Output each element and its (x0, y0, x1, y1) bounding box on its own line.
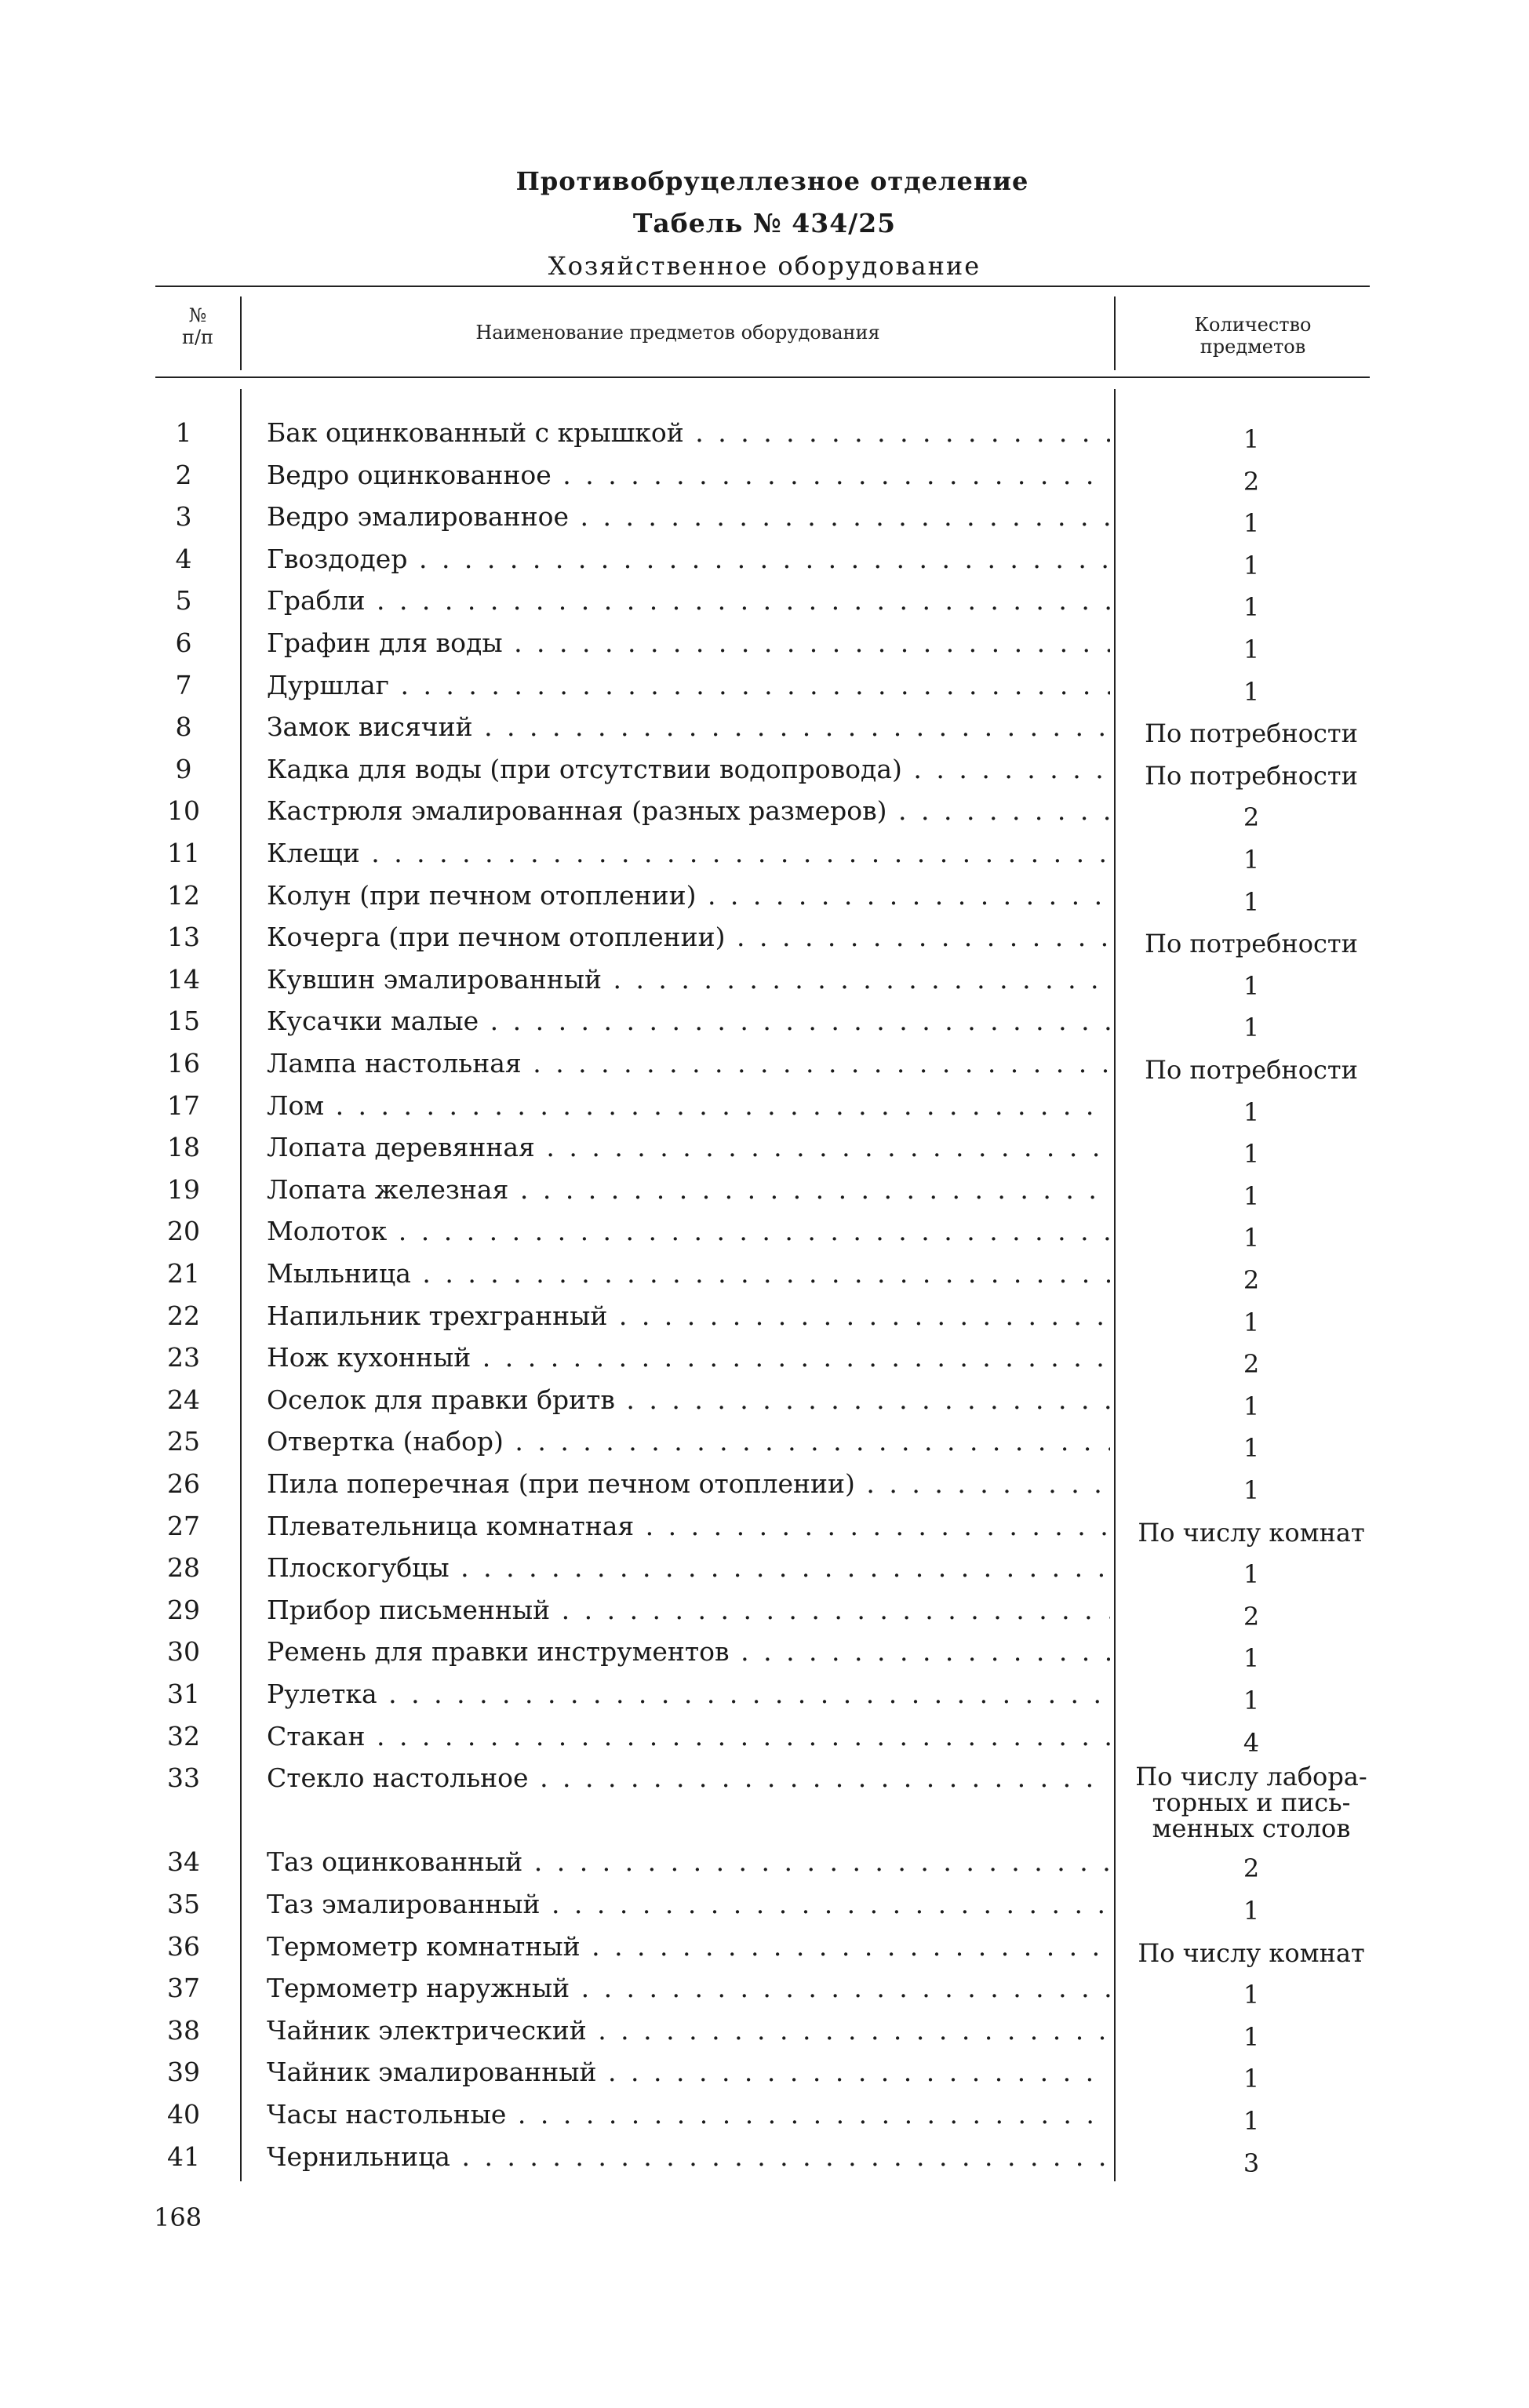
item-quantity: 1 (1243, 508, 1260, 539)
row-number: 13 (167, 922, 200, 953)
item-quantity: 1 (1243, 1013, 1260, 1043)
item-name: Рулетка . . . (267, 1679, 1110, 1710)
item-quantity: 1 (1243, 2064, 1260, 2094)
table-row (0, 544, 1529, 586)
item-quantity: 1 (1243, 550, 1260, 580)
table-row (0, 1721, 1529, 1763)
item-quantity: По потребности (1145, 760, 1358, 791)
item-quantity: 1 (1243, 1097, 1260, 1127)
item-name: Графин для воды . . . (267, 627, 1110, 659)
item-name: Термометр наружный . . . (267, 1973, 1110, 2004)
item-name: Ремень для правки инструментов . . . (267, 1636, 1110, 1668)
row-number: 11 (167, 838, 200, 868)
item-quantity: 1 (1243, 2021, 1260, 2052)
row-number: 15 (167, 1006, 200, 1037)
item-name: Лопата деревянная . . . (267, 1132, 1110, 1163)
item-name: Кочерга (при печном отоплении) . . . (267, 922, 1110, 953)
item-quantity: 1 (1243, 1139, 1260, 1169)
table-row (0, 922, 1529, 964)
table-row (0, 711, 1529, 754)
row-number: 8 (175, 711, 192, 743)
item-quantity: 2 (1243, 466, 1260, 497)
item-quantity: По числу комнат (1138, 1517, 1365, 1548)
table-row (0, 2141, 1529, 2184)
item-name: Плоскогубцы . . . (267, 1552, 1110, 1584)
item-quantity: 1 (1243, 1686, 1260, 1715)
row-number: 41 (167, 2141, 200, 2172)
row-number: 16 (167, 1048, 200, 1079)
table-row (0, 1595, 1529, 1637)
item-quantity: 1 (1243, 1475, 1260, 1505)
header-qty-line2: предметов (1200, 336, 1306, 358)
item-quantity: 1 (1243, 1223, 1260, 1253)
row-number: 35 (167, 1889, 200, 1919)
row-number: 6 (175, 627, 192, 658)
item-quantity: 1 (1243, 1643, 1260, 1674)
row-number: 37 (167, 1973, 200, 2004)
item-name: Чайник электрический . . . (267, 2015, 1110, 2046)
table-row (0, 1468, 1529, 1511)
item-name: Лопата железная . . . (267, 1174, 1110, 1206)
row-number: 38 (167, 2014, 200, 2046)
item-name: Прибор письменный . . . (267, 1595, 1110, 1626)
item-name: Дуршлаг . . . (267, 670, 1110, 701)
item-name: Клещи . . . (267, 838, 1110, 869)
table-row (0, 1216, 1529, 1258)
item-quantity: 1 (1243, 1391, 1260, 1421)
item-name: Кадка для воды (при отсутствии водопровода) . . . (267, 754, 1110, 785)
row-number: 22 (167, 1300, 200, 1331)
item-name: Колун (при печном отоплении) . . . (267, 880, 1110, 911)
row-number: 3 (175, 501, 192, 533)
row-number: 33 (167, 1762, 200, 1794)
item-name: Стекло настольное . . . (267, 1762, 1110, 1794)
item-quantity: По потребности (1145, 929, 1358, 959)
item-quantity: 1 (1243, 845, 1260, 875)
row-number: 24 (167, 1384, 200, 1415)
table-row (0, 754, 1529, 796)
row-number: 40 (167, 2099, 200, 2130)
item-quantity: 2 (1243, 1853, 1260, 1884)
row-number: 12 (167, 879, 200, 911)
row-number: 7 (175, 669, 192, 700)
item-quantity: 1 (1243, 1896, 1260, 1926)
row-number: 28 (167, 1552, 200, 1584)
item-quantity: 2 (1243, 1601, 1260, 1631)
table-row (0, 1889, 1529, 1931)
header-num-line1: № (188, 304, 207, 326)
row-number: 21 (167, 1258, 200, 1289)
item-name: Чернильница . . . (267, 2141, 1110, 2173)
section-title: Хозяйственное оборудование (548, 251, 981, 281)
item-name: Лом . . . (267, 1090, 1110, 1122)
item-quantity: По числу комнат (1138, 1937, 1365, 1968)
table-row (0, 1090, 1529, 1133)
item-name: Нож кухонный . . . (267, 1342, 1110, 1373)
item-quantity: По потребности (1145, 718, 1358, 749)
header-name: Наименование предметов оборудования (475, 322, 880, 344)
item-name: Кувшин эмалированный . . . (267, 964, 1110, 995)
item-name: Пила поперечная (при печном отоплении) . . . (267, 1468, 1110, 1500)
item-name: Ведро эмалированное . . . (267, 501, 1110, 533)
table-row (0, 417, 1529, 460)
item-quantity-line: По числу лабора- (1135, 1762, 1367, 1792)
header-qty (1116, 314, 1390, 358)
table-row (0, 1846, 1529, 1889)
row-number: 1 (175, 417, 192, 448)
row-number: 18 (167, 1132, 200, 1163)
table-row (0, 670, 1529, 712)
row-number: 23 (167, 1342, 200, 1373)
item-name: Молоток . . . (267, 1216, 1110, 1247)
row-number: 14 (167, 963, 200, 995)
item-name: Кастрюля эмалированная (разных размеров) . . . (267, 795, 1110, 827)
table-row (0, 1048, 1529, 1090)
item-quantity: По потребности (1145, 1055, 1358, 1085)
row-number: 30 (167, 1636, 200, 1668)
table-row (0, 964, 1529, 1006)
item-name: Плевательница комнатная . . . (267, 1511, 1110, 1542)
item-name: Кусачки малые . . . (267, 1006, 1110, 1037)
header-num (155, 304, 240, 348)
row-number: 17 (167, 1089, 200, 1121)
row-number: 32 (167, 1720, 200, 1751)
header-bottom-rule (155, 376, 1370, 378)
table-row (0, 1258, 1529, 1300)
row-number: 9 (175, 753, 192, 784)
item-name: Стакан . . . (267, 1721, 1110, 1752)
table-row (0, 1762, 1529, 1844)
item-quantity-line: менных столов (1152, 1813, 1351, 1844)
item-name: Лампа настольная . . . (267, 1048, 1110, 1079)
table-row (0, 1511, 1529, 1553)
table-row (0, 838, 1529, 880)
row-number: 20 (167, 1216, 200, 1247)
row-number: 27 (167, 1510, 200, 1541)
item-name: Таз эмалированный . . . (267, 1889, 1110, 1920)
item-quantity: 1 (1243, 1980, 1260, 2010)
page-number: 168 (154, 2202, 202, 2232)
table-row (0, 880, 1529, 922)
table-row (0, 1300, 1529, 1343)
table-row (0, 2099, 1529, 2141)
row-number: 31 (167, 1679, 200, 1709)
item-name: Мыльница . . . (267, 1258, 1110, 1289)
row-number: 2 (175, 459, 192, 490)
table-row (0, 1384, 1529, 1427)
table-row (0, 1552, 1529, 1595)
item-name: Бак оцинкованный с крышкой . . . (267, 417, 1110, 449)
row-number: 5 (175, 585, 192, 617)
item-name: Оселок для правки бритв . . . (267, 1384, 1110, 1416)
item-name: Грабли . . . (267, 585, 1110, 617)
table-row (0, 1342, 1529, 1384)
table-top-rule (155, 286, 1370, 287)
item-name: Термометр комнатный . . . (267, 1931, 1110, 1962)
table-row (0, 1174, 1529, 1217)
item-name: Таз оцинкованный . . . (267, 1846, 1110, 1878)
item-quantity: 1 (1243, 1433, 1260, 1464)
item-quantity: 4 (1243, 1727, 1260, 1758)
item-quantity-line: торных и пись- (1152, 1788, 1351, 1818)
table-row (0, 1636, 1529, 1679)
header-num-line2: п/п (181, 326, 214, 348)
row-number: 4 (175, 543, 192, 574)
item-name: Замок висячий . . . (267, 711, 1110, 743)
table-row (0, 2057, 1529, 2099)
table-row (0, 2015, 1529, 2057)
item-quantity: 1 (1243, 1559, 1260, 1590)
item-quantity: 1 (1243, 424, 1260, 454)
item-quantity: 1 (1243, 886, 1260, 917)
item-quantity: 3 (1243, 2148, 1260, 2178)
item-quantity: 1 (1243, 592, 1260, 623)
table-row (0, 585, 1529, 627)
item-quantity: 1 (1243, 970, 1260, 1001)
row-number: 34 (167, 1846, 200, 1878)
header-qty-line1: Количество (1194, 314, 1312, 336)
table-row (0, 627, 1529, 670)
item-quantity: 1 (1243, 635, 1260, 664)
table-row (0, 460, 1529, 502)
item-name: Отвертка (набор) . . . (267, 1426, 1110, 1457)
item-quantity: 1 (1243, 1307, 1260, 1337)
item-quantity: 1 (1243, 1180, 1260, 1211)
row-number: 39 (167, 2057, 200, 2088)
department-title: Противобруцеллезное отделение (515, 166, 1029, 196)
row-number: 19 (167, 1173, 200, 1205)
row-number: 10 (167, 795, 200, 827)
item-name: Напильник трехгранный . . . (267, 1300, 1110, 1332)
table-row (0, 1132, 1529, 1174)
row-number: 25 (167, 1426, 200, 1457)
item-quantity: 2 (1243, 1265, 1260, 1295)
item-quantity: 1 (1243, 676, 1260, 707)
item-name: Гвоздодер . . . (267, 544, 1110, 575)
row-number: 26 (167, 1468, 200, 1499)
table-row (0, 795, 1529, 838)
table-row (0, 1973, 1529, 2015)
table-row (0, 501, 1529, 544)
table-row (0, 1006, 1529, 1048)
item-name: Ведро оцинкованное . . . (267, 460, 1110, 491)
item-name: Часы настольные . . . (267, 2099, 1110, 2130)
row-number: 29 (167, 1594, 200, 1625)
item-quantity: 1 (1243, 2106, 1260, 2136)
item-name: Чайник эмалированный . . . (267, 2057, 1110, 2088)
table-number: Табель № 434/25 (632, 208, 897, 238)
row-number: 36 (167, 1930, 200, 1962)
item-quantity (1114, 1764, 1389, 1842)
table-row (0, 1931, 1529, 1973)
item-quantity: 2 (1243, 1349, 1260, 1380)
table-row (0, 1426, 1529, 1468)
item-quantity: 2 (1243, 802, 1260, 833)
table-row (0, 1679, 1529, 1721)
